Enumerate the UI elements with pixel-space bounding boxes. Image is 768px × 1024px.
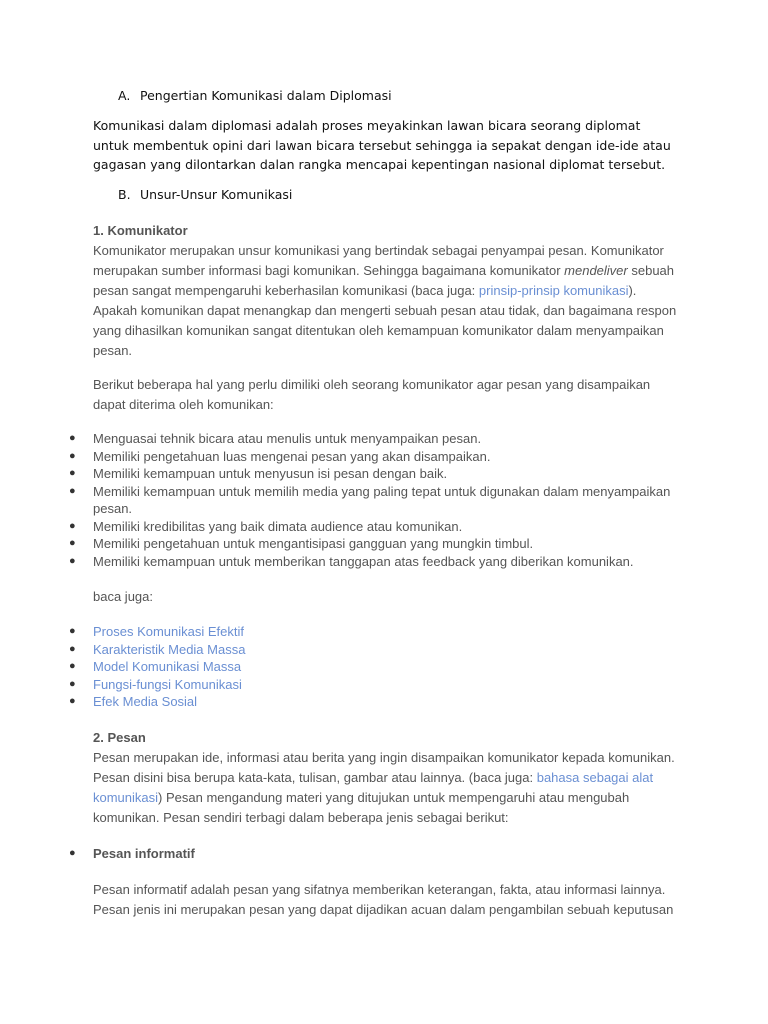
- list-item: [0, 465, 700, 483]
- bullet-icon: ●: [69, 677, 76, 690]
- section-b-heading: [118, 187, 292, 202]
- bullet-icon: ●: [69, 625, 76, 637]
- list-item: [0, 553, 700, 571]
- pesan-informatif-paragraph: Pesan informatif adalah pesan yang sifatnya memberikan keterangan, fakta, atau informasi lainnya. Pesan jenis ini merupakan pesan yang dapat dijadikan acuan dalam pengambilan sebuah keputusan: [93, 882, 674, 917]
- list-item: [0, 641, 700, 659]
- list-item: [0, 518, 700, 536]
- link-bahasa-sebagai-alat-komunikasi[interactable]: bahasa sebagai alat komunikasi: [93, 770, 654, 805]
- pesan-informatif-heading-list: [0, 845, 700, 863]
- pesan-p1-b: ) Pesan mengandung materi yang ditujukan untuk mempengaruhi atau mengubah komunikan. Pesan sendiri terbagi dalam beberapa jenis sebagai berikut:: [93, 790, 630, 825]
- link-fungsi-komunikasi[interactable]: Fungsi-fungsi Komunikasi: [93, 676, 242, 692]
- komunikator-list: [0, 430, 700, 570]
- list-item: [0, 448, 700, 466]
- section-b-title: Unsur-Unsur Komunikasi: [140, 187, 293, 202]
- list-item: [0, 623, 700, 641]
- bullet-icon: ●: [69, 484, 76, 497]
- pesan-p1-a: Pesan merupakan ide, informasi atau berita yang ingin disampaikan komunikator kepada komunikan. Pesan disini bisa berupa kata-kata, tulisan, gambar atau lainnya. (baca juga:: [93, 750, 675, 785]
- list-item-text: Memiliki pengetahuan untuk mengantisipasi gangguan yang mungkin timbul.: [93, 536, 534, 551]
- list-item-text: Memiliki pengetahuan luas mengenai pesan yang akan disampaikan.: [93, 448, 491, 464]
- pesan-title: 2. Pesan: [93, 730, 146, 745]
- bullet-icon: ●: [69, 554, 76, 567]
- section-a-title: Pengertian Komunikasi dalam Diplomasi: [140, 88, 392, 103]
- bullet-icon: ●: [69, 660, 76, 672]
- komunikator-p1-a: Komunikator merupakan unsur komunikasi yang bertindak sebagai penyampai pesan. Komunikator merupakan sumber informasi bagi komunikan. Sehingga bagaimana komunikator: [93, 243, 664, 278]
- list-item: [0, 658, 700, 676]
- intro-paragraph: Komunikasi dalam diplomasi adalah proses meyakinkan lawan bicara seorang diplomat untuk membentuk opini dari lawan bicara tersebut sehingga ia sepakat dengan ide-ide atau gagasan yang dilontarkan dalan rangka mencapai kepentingan nasional diplomat tersebut.: [93, 118, 671, 172]
- komunikator-paragraph-2: Berikut beberapa hal yang perlu dimiliki oleh seorang komunikator agar pesan yang disampaikan dapat diterima oleh komunikan:: [93, 377, 651, 412]
- komunikator-paragraph: [93, 241, 683, 361]
- list-item: [0, 845, 700, 863]
- komunikator-p1-c: ). Apakah komunikan dapat menangkap dan mengerti sebuah pesan atau tidak, dan bagaimana respon yang dihasilkan komunikan sangat ditentukan oleh kemampuan komunikator dalam menyampaikan pesan.: [93, 283, 677, 358]
- baca-juga-label: baca juga:: [93, 589, 153, 604]
- bullet-icon: ●: [69, 467, 76, 479]
- list-item: [0, 693, 700, 711]
- komunikator-p1-italic: mendeliver: [564, 263, 628, 278]
- bullet-icon: ●: [69, 432, 76, 444]
- list-item: [0, 483, 700, 518]
- link-efek-media-sosial[interactable]: Efek Media Sosial: [93, 694, 198, 709]
- link-prinsip-komunikasi[interactable]: prinsip-prinsip komunikasi: [478, 283, 629, 298]
- list-item: [0, 535, 700, 553]
- section-a-heading: [118, 88, 392, 103]
- list-item-text: Memiliki kemampuan untuk memberikan tanggapan atas feedback yang diberikan komunikan.: [93, 553, 634, 569]
- bullet-icon: ●: [69, 642, 76, 655]
- list-item: [0, 676, 700, 694]
- bullet-icon: ●: [69, 449, 76, 462]
- link-proses-komunikasi-efektif[interactable]: Proses Komunikasi Efektif: [93, 624, 245, 639]
- list-item-text: Memiliki kemampuan untuk memilih media yang paling tepat untuk digunakan dalam menyampaikan pesan.: [93, 483, 671, 516]
- link-model-komunikasi-massa[interactable]: Model Komunikasi Massa: [93, 659, 242, 674]
- section-b-letter: B.: [118, 187, 131, 202]
- pesan-paragraph: [93, 748, 683, 828]
- link-karakteristik-media-massa[interactable]: Karakteristik Media Massa: [93, 641, 246, 657]
- pesan-informatif-title: Pesan informatif: [93, 846, 195, 861]
- komunikator-title: 1. Komunikator: [93, 223, 188, 238]
- bullet-icon: ●: [69, 537, 76, 549]
- section-a-letter: A.: [118, 88, 131, 103]
- komunikator-p1-b: sebuah pesan sangat mempengaruhi keberhasilan komunikasi (baca juga:: [93, 263, 675, 298]
- bullet-icon: ●: [69, 695, 76, 707]
- list-item-text: Memiliki kredibilitas yang baik dimata audience atau komunikan.: [93, 518, 463, 534]
- bullet-icon: ●: [69, 519, 76, 532]
- list-item: [0, 430, 700, 448]
- list-item-text: Menguasai tehnik bicara atau menulis untuk menyampaikan pesan.: [93, 431, 482, 446]
- list-item-text: Memiliki kemampuan untuk menyusun isi pesan dengan baik.: [93, 466, 448, 481]
- baca-juga-list: [0, 623, 700, 711]
- bullet-icon: ●: [69, 847, 76, 859]
